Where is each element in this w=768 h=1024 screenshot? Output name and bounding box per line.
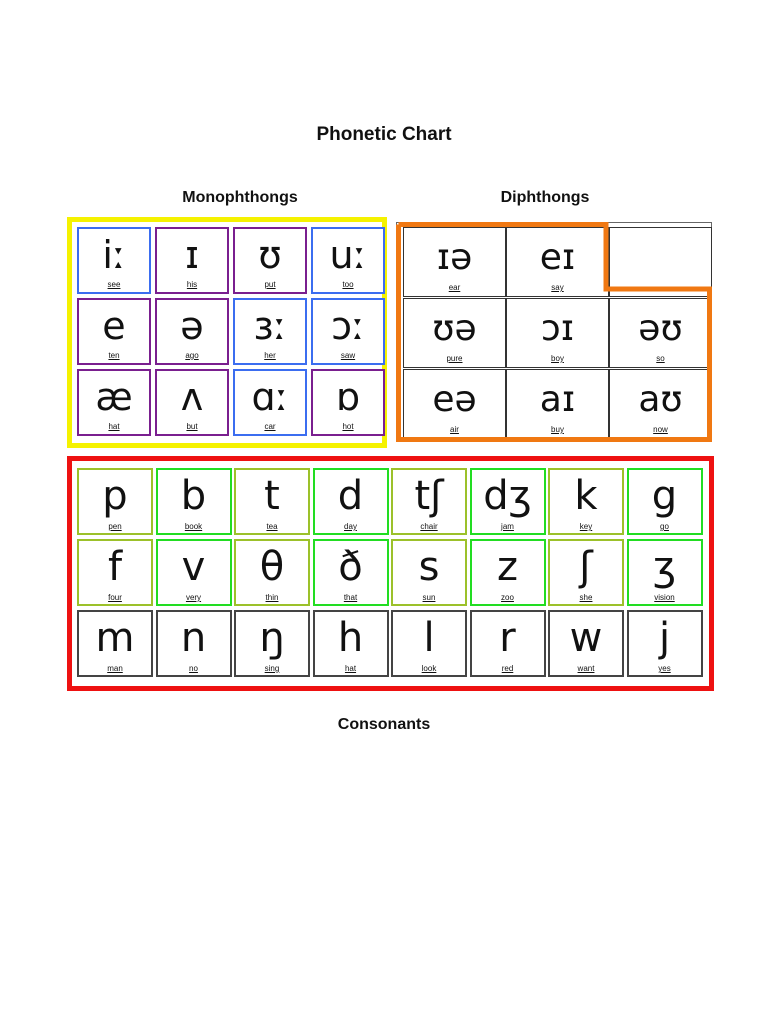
monophthongs-example-word: car [264, 422, 276, 431]
consonants-example-word: man [107, 664, 123, 673]
diphthongs-cell [506, 369, 609, 439]
consonants-example-word: she [579, 593, 593, 602]
consonants-symbol: z [497, 544, 518, 590]
consonants-symbol: b [180, 473, 207, 519]
consonants-example-word: zoo [501, 593, 514, 602]
monophthongs-example-word: too [342, 280, 354, 289]
consonants-symbol: s [418, 544, 440, 590]
consonants-example-word: four [108, 593, 122, 602]
monophthongs-cell [77, 369, 151, 436]
consonants-example-word: vision [654, 593, 675, 602]
diphthongs-example-word: air [450, 425, 459, 434]
monophthongs-symbol: ɜː [253, 304, 287, 348]
monophthongs-cell [233, 369, 307, 436]
consonants-symbol: n [180, 615, 207, 661]
diphthongs-symbol: ʊə [432, 308, 477, 349]
monophthongs-symbol: ɒ [335, 375, 361, 419]
diphthongs-example-word: say [551, 283, 564, 292]
consonants-cell [234, 539, 310, 606]
monophthongs-example-word: but [186, 422, 198, 431]
consonants-symbol: f [107, 544, 123, 590]
monophthongs-symbol: ʊ [258, 233, 282, 277]
consonants-cell [391, 468, 467, 535]
consonants-cell [627, 539, 703, 606]
consonants-symbol: w [569, 615, 603, 661]
consonants-symbol: m [95, 615, 135, 661]
monophthongs-symbol: ə [180, 304, 204, 348]
diphthongs-cell [609, 369, 712, 439]
consonants-example-word: key [579, 522, 593, 531]
consonants-symbol: h [337, 615, 364, 661]
consonants-symbol: g [651, 473, 678, 519]
monophthongs-heading: Monophthongs [182, 189, 298, 206]
diphthongs-symbol: eə [432, 379, 477, 420]
consonants-example-word: sing [264, 664, 280, 673]
consonants-cell [470, 610, 546, 677]
consonants-cell [77, 610, 153, 677]
diphthongs-symbol: əʊ [638, 308, 683, 349]
monophthongs-example-word: hot [342, 422, 354, 431]
consonants-cell [627, 468, 703, 535]
consonants-example-word: that [343, 593, 358, 602]
page-title: Phonetic Chart [316, 124, 452, 145]
consonants-cell [391, 539, 467, 606]
consonants-cell [234, 468, 310, 535]
monophthongs-symbol: ɪ [184, 233, 200, 277]
diphthongs-cell [506, 298, 609, 368]
consonants-cell [234, 610, 310, 677]
monophthongs-symbol: iː [102, 233, 126, 277]
consonants-symbol: t [264, 473, 280, 519]
consonants-example-word: chair [420, 522, 438, 531]
consonants-symbol: r [499, 615, 516, 661]
diphthongs-example-word: buy [551, 425, 564, 434]
monophthongs-cell [311, 298, 385, 365]
consonants-cell [313, 539, 389, 606]
diphthongs-cell [506, 227, 609, 297]
monophthongs-cell [311, 369, 385, 436]
monophthongs-symbol: ɔː [331, 304, 365, 348]
consonants-symbol: k [574, 473, 598, 519]
consonants-cell [470, 468, 546, 535]
consonants-example-word: pen [108, 522, 122, 531]
monophthongs-cell [77, 298, 151, 365]
diphthongs-example-word: now [653, 425, 668, 434]
consonants-symbol: v [181, 544, 206, 590]
consonants-example-word: book [184, 522, 203, 531]
monophthongs-symbol: ɑː [251, 375, 289, 419]
consonants-cell [313, 468, 389, 535]
consonants-cell [391, 610, 467, 677]
diphthongs-symbol: aɪ [539, 379, 576, 420]
monophthongs-example-word: saw [340, 351, 356, 360]
monophthongs-cell [311, 227, 385, 294]
consonants-symbol: ʃ [579, 544, 593, 590]
consonants-cell [156, 468, 232, 535]
monophthongs-example-word: ago [185, 351, 199, 360]
monophthongs-example-word: his [186, 280, 198, 289]
monophthongs-cell [233, 298, 307, 365]
monophthongs-symbol: e [102, 304, 126, 348]
consonants-example-word: hat [344, 664, 357, 673]
diphthongs-example-word: pure [446, 354, 463, 363]
consonants-cell [548, 468, 624, 535]
consonants-example-word: red [501, 664, 514, 673]
consonants-symbol: p [102, 473, 128, 519]
diphthongs-symbol: eɪ [539, 237, 576, 278]
consonants-example-word: yes [658, 664, 671, 673]
diphthongs-example-word: ear [448, 283, 461, 292]
consonants-symbol: dʒ [483, 473, 532, 519]
diphthongs-symbol: aʊ [638, 379, 683, 420]
diphthongs-cell [609, 227, 712, 297]
monophthongs-symbol: ʌ [180, 375, 204, 419]
diphthongs-example-word: boy [551, 354, 564, 363]
diphthongs-cell [609, 298, 712, 368]
diphthongs-cell [403, 369, 506, 439]
diphthongs-heading: Diphthongs [500, 189, 590, 206]
diphthongs-cell [403, 298, 506, 368]
consonants-example-word: look [421, 664, 437, 673]
consonants-cell [77, 468, 153, 535]
monophthongs-cell [233, 227, 307, 294]
consonants-symbol: d [337, 473, 364, 519]
monophthongs-cell [155, 227, 229, 294]
monophthongs-example-word: see [107, 280, 121, 289]
consonants-example-word: want [577, 664, 595, 673]
consonants-cell [627, 610, 703, 677]
monophthongs-symbol: æ [95, 375, 133, 419]
consonants-cell [313, 610, 389, 677]
consonants-example-word: no [189, 664, 198, 673]
monophthongs-cell [155, 298, 229, 365]
consonants-cell [548, 610, 624, 677]
consonants-symbol: j [658, 615, 671, 661]
diphthongs-symbol: ɔɪ [540, 308, 575, 349]
consonants-heading: Consonants [337, 716, 431, 733]
consonants-symbol: ŋ [259, 615, 285, 661]
consonants-example-word: thin [265, 593, 279, 602]
consonants-example-word: day [344, 522, 357, 531]
consonants-example-word: jam [501, 522, 514, 531]
monophthongs-cell [77, 227, 151, 294]
consonants-cell [77, 539, 153, 606]
consonants-cell [470, 539, 546, 606]
consonants-cell [548, 539, 624, 606]
monophthongs-example-word: ten [108, 351, 120, 360]
consonants-symbol: ʒ [652, 544, 677, 590]
diphthongs-symbol: ɪə [436, 237, 473, 278]
consonants-example-word: very [185, 593, 202, 602]
consonants-example-word: go [660, 522, 669, 531]
monophthongs-symbol: uː [329, 233, 367, 277]
consonants-example-word: tea [266, 522, 278, 531]
consonants-symbol: l [423, 615, 435, 661]
consonants-symbol: θ [259, 544, 285, 590]
consonants-cell [156, 539, 232, 606]
consonants-example-word: sun [422, 593, 436, 602]
diphthongs-example-word: so [656, 354, 665, 363]
consonants-symbol: ð [338, 544, 363, 590]
monophthongs-example-word: her [264, 351, 276, 360]
diphthongs-cell [403, 227, 506, 297]
monophthongs-cell [155, 369, 229, 436]
consonants-symbol: tʃ [414, 473, 444, 519]
consonants-cell [156, 610, 232, 677]
monophthongs-example-word: hat [108, 422, 120, 431]
monophthongs-example-word: put [264, 280, 276, 289]
